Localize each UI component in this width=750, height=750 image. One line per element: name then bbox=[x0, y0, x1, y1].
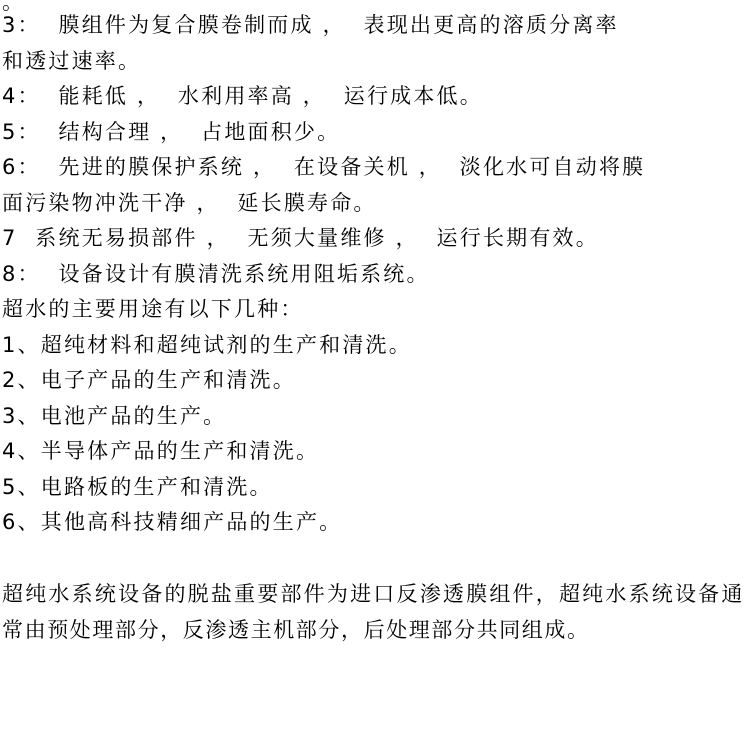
text-line: 3： 膜组件为复合膜卷制而成 ， 表现出更高的溶质分离率 bbox=[2, 13, 619, 37]
document-body bbox=[2, 0, 748, 648]
list-item: 2、电子产品的生产和清洗。 bbox=[2, 368, 296, 392]
section-heading: 超水的主要用途有以下几种： bbox=[2, 297, 304, 321]
text-line: 面污染物冲洗干净 ， 延长膜寿命。 bbox=[2, 190, 377, 215]
list-item: 3、电池产品的生产。 bbox=[2, 403, 227, 428]
text-line: 和透过速率。 bbox=[2, 48, 142, 73]
text-line: 5： 结构合理 ， 占地面积少。 bbox=[2, 119, 341, 144]
list-item: 1、超纯材料和超纯试剂的生产和清洗。 bbox=[2, 332, 412, 357]
text-line: 7 系统无易损部件 ， 无须大量维修 ， 运行长期有效。 bbox=[2, 226, 599, 250]
closing-paragraph: 超纯水系统设备的脱盐重要部件为进口反渗透膜组件，超纯水系统设备通常由预处理部分，反渗透主机部分，后处理部分共同组成。 bbox=[2, 581, 744, 642]
text-line: 4： 能耗低 ， 水利用率高 ， 运行成本低。 bbox=[2, 84, 483, 108]
text-line: 6： 先进的膜保护系统 ， 在设备关机 ， 淡化水可自动将膜 bbox=[2, 155, 646, 179]
text-line: 8： 设备设计有膜清洗系统用阻垢系统。 bbox=[2, 261, 430, 286]
list-item: 4、半导体产品的生产和清洗。 bbox=[2, 439, 320, 463]
list-item: 6、其他高科技精细产品的生产。 bbox=[2, 510, 343, 534]
list-item: 5、电路板的生产和清洗。 bbox=[2, 474, 273, 499]
paragraph-gap bbox=[2, 541, 748, 576]
top-fragment: 。 bbox=[2, 0, 26, 14]
